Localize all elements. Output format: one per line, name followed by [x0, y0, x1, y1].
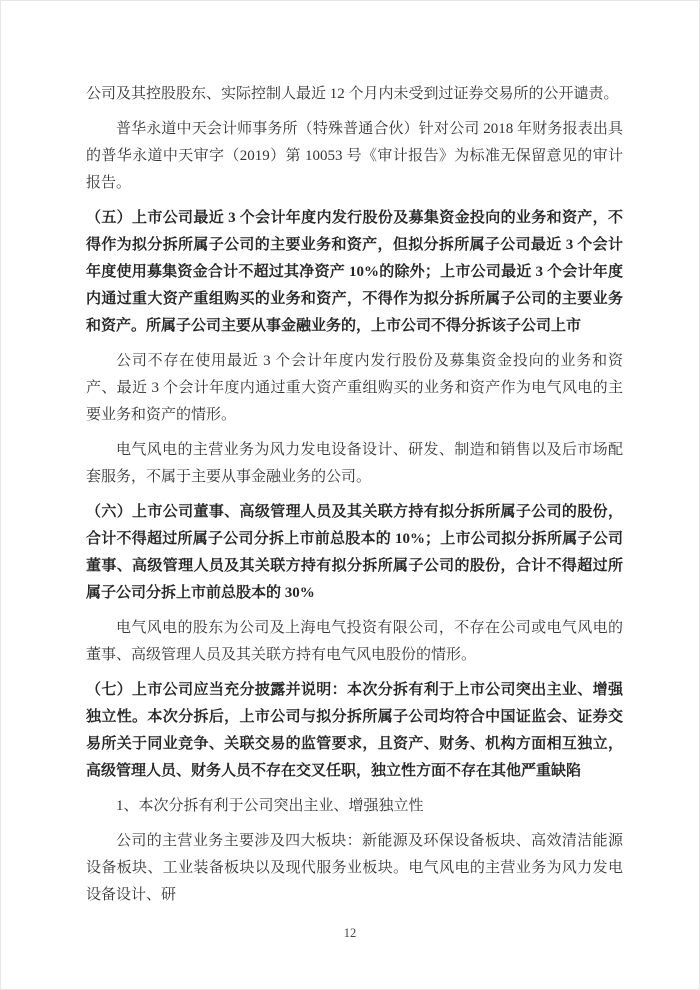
heading-clause-five: （五）上市公司最近 3 个会计年度内发行股份及募集资金投向的业务和资产，不得作为拟分拆所属子公司的主要业务和资产，但拟分拆所属子公司最近 3 个会计年度使用募集资金合计不超过其净资产 10%的除外；上市公司最近 3 个会计年度内通过重大资产重组购买的业务和资产，不得作为拟分拆所属子公司的主要业务和资产。所属子公司主要从事金融业务的，上市公司不得分拆该子公司上市: [86, 210, 623, 334]
page-number: 12: [343, 926, 357, 940]
paragraph-clause-six-detail: 电气风电的股东为公司及上海电气投资有限公司，不存在公司或电气风电的董事、高级管理人员及其关联方持有电气风电股份的情形。: [86, 620, 623, 663]
paragraph-censure-statement: 公司及其控股股东、实际控制人最近 12 个月内未受到过证券交易所的公开谴责。: [86, 86, 619, 102]
paragraph-audit-report: 普华永道中天会计师事务所（特殊普通合伙）针对公司 2018 年财务报表出具的普华永道中天审字（2019）第 10053 号《审计报告》为标准无保留意见的审计报告。: [86, 121, 623, 191]
paragraph-clause-five-detail-2: 电气风电的主营业务为风力发电设备设计、研发、制造和销售以及后市场配套服务，不属于主要从事金融业务的公司。: [86, 442, 623, 485]
paragraph-clause-five-detail-1: 公司不存在使用最近 3 个会计年度内发行股份及募集资金投向的业务和资产、最近 3 个会计年度内通过重大资产重组购买的业务和资产作为电气风电的主要业务和资产的情形。: [86, 353, 623, 423]
paragraph-main-business: 公司的主营业务主要涉及四大板块：新能源及环保设备板块、高效清洁能源设备板块、工业装备板块以及现代服务业板块。电气风电的主营业务为风力发电设备设计、研: [86, 833, 623, 903]
document-body: [86, 81, 623, 917]
heading-clause-seven: （七）上市公司应当充分披露并说明：本次分拆有利于上市公司突出主业、增强独立性。本次分拆后，上市公司与拟分拆所属子公司均符合中国证监会、证券交易所关于同业竞争、关联交易的监管要求，且资产、财务、机构方面相互独立，高级管理人员、财务人员不存在交叉任职，独立性方面不存在其他严重缺陷: [86, 682, 623, 779]
paragraph-item-one-title: 1、本次分拆有利于公司突出主业、增强独立性: [116, 798, 424, 814]
heading-clause-six: （六）上市公司董事、高级管理人员及其关联方持有拟分拆所属子公司的股份，合计不得超过所属子公司分拆上市前总股本的 10%；上市公司拟分拆所属子公司董事、高级管理人员及其关联方持有拟分拆所属子公司的股份，合计不得超过所属子公司分拆上市前总股本的 30%: [86, 504, 623, 601]
